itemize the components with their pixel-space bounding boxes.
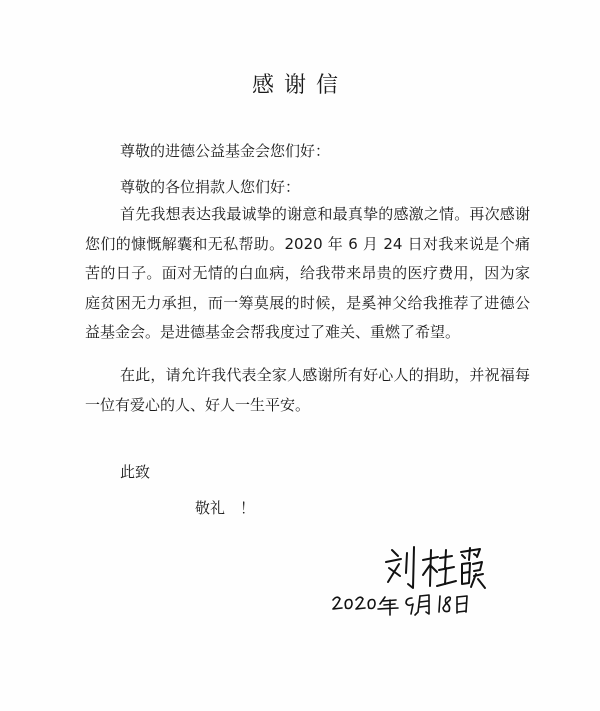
closing-salute: 敬礼 ！ xyxy=(195,499,256,517)
body-paragraph-2: 在此，请允许我代表全家人感谢所有好心人的捐助，并祝福每一位有爱心的人、好人一生平安。 xyxy=(85,366,530,414)
salutation-foundation: 尊敬的进德公益基金会您们好： xyxy=(120,142,331,160)
salutation-donors: 尊敬的各位捐款人您们好： xyxy=(120,178,301,196)
closing-greeting: 此致 xyxy=(120,463,151,481)
body-paragraph-1: 首先我想表达我最诚挚的谢意和最真挚的感激之情。再次感谢您们的慷慨解囊和无私帮助。2020 年 6 月 24 日对我来说是个痛苦的日子。面对无情的白血病，给我带来昂贵的医疗费用，因为家庭贫困无力承担，而一筹莫展的时候，是奚神父给我推荐了进德公益基金会。是进德基金会帮我度过了难关、重燃了希望。 xyxy=(85,205,530,341)
letter-title: 感谢信 xyxy=(251,73,348,98)
